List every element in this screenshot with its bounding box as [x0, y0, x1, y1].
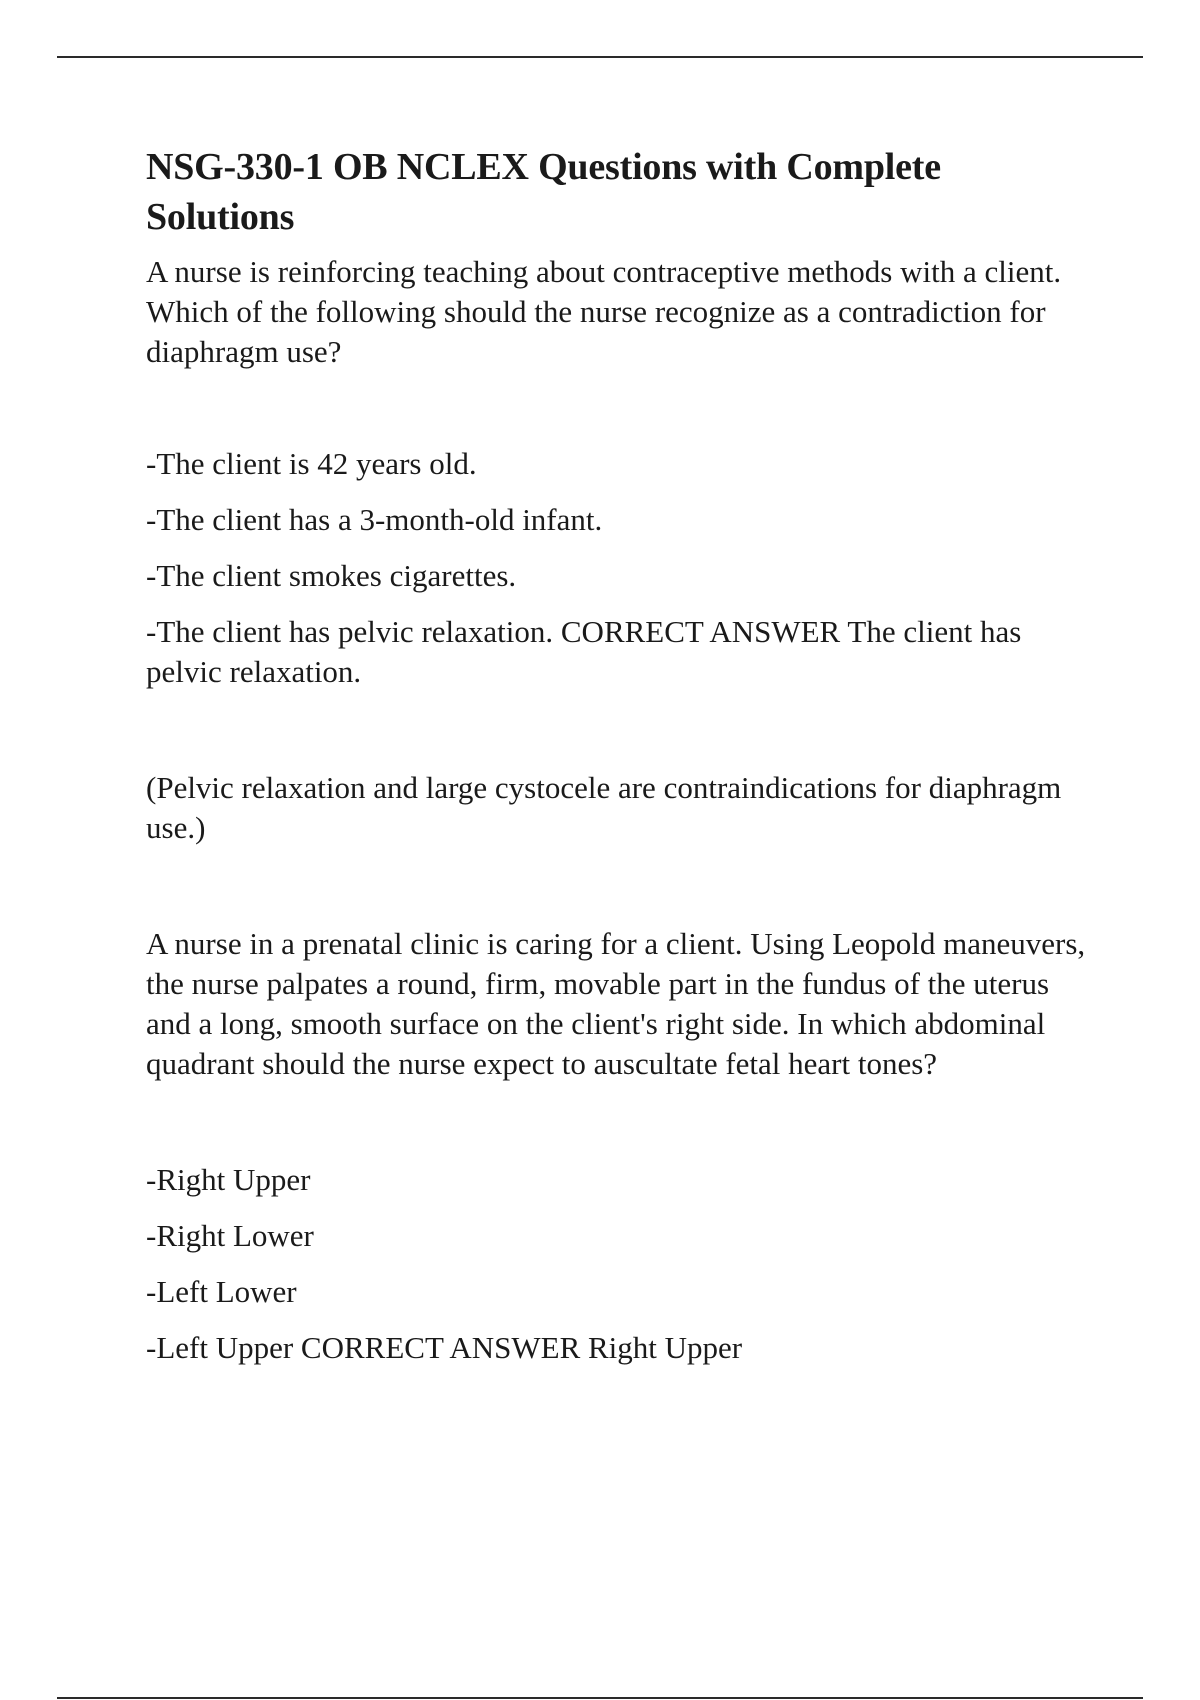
question-stem: A nurse in a prenatal clinic is caring for a client. Using Leopold maneuvers, the nurse palpates a round, firm, movable part in the fundus of the uterus and a long, smooth surface on the client's right side. In which abdominal quadrant should the nurse expect to auscultate fetal heart tones? — [146, 926, 1086, 1081]
answer-rationale: (Pelvic relaxation and large cystocele are contraindications for diaphragm use.) — [146, 770, 1062, 845]
question-2 — [146, 924, 1086, 1368]
header-rule — [57, 56, 1143, 58]
footer-rule — [57, 1697, 1143, 1699]
answer-options — [146, 444, 1086, 692]
answer-options — [146, 1160, 1086, 1368]
document-title: NSG-330-1 OB NCLEX Questions with Complete Solutions — [146, 146, 941, 238]
answer-option: -Left Lower — [146, 1274, 297, 1309]
answer-option: -Right Upper — [146, 1162, 311, 1197]
answer-option: -Right Lower — [146, 1218, 314, 1253]
answer-option-with-correct-answer: -Left Upper CORRECT ANSWER Right Upper — [146, 1330, 743, 1365]
answer-option: -The client is 42 years old. — [146, 446, 477, 481]
answer-option: -The client has a 3-month-old infant. — [146, 502, 603, 537]
answer-option: -The client smokes cigarettes. — [146, 558, 517, 593]
question-stem: A nurse is reinforcing teaching about contraceptive methods with a client. Which of the following should the nurse recognize as a contradiction for diaphragm use? — [146, 254, 1062, 369]
answer-option-with-correct-answer: -The client has pelvic relaxation. CORRECT ANSWER The client has pelvic relaxation. — [146, 614, 1022, 689]
question-1 — [146, 252, 1086, 848]
document-body — [146, 142, 1086, 1368]
